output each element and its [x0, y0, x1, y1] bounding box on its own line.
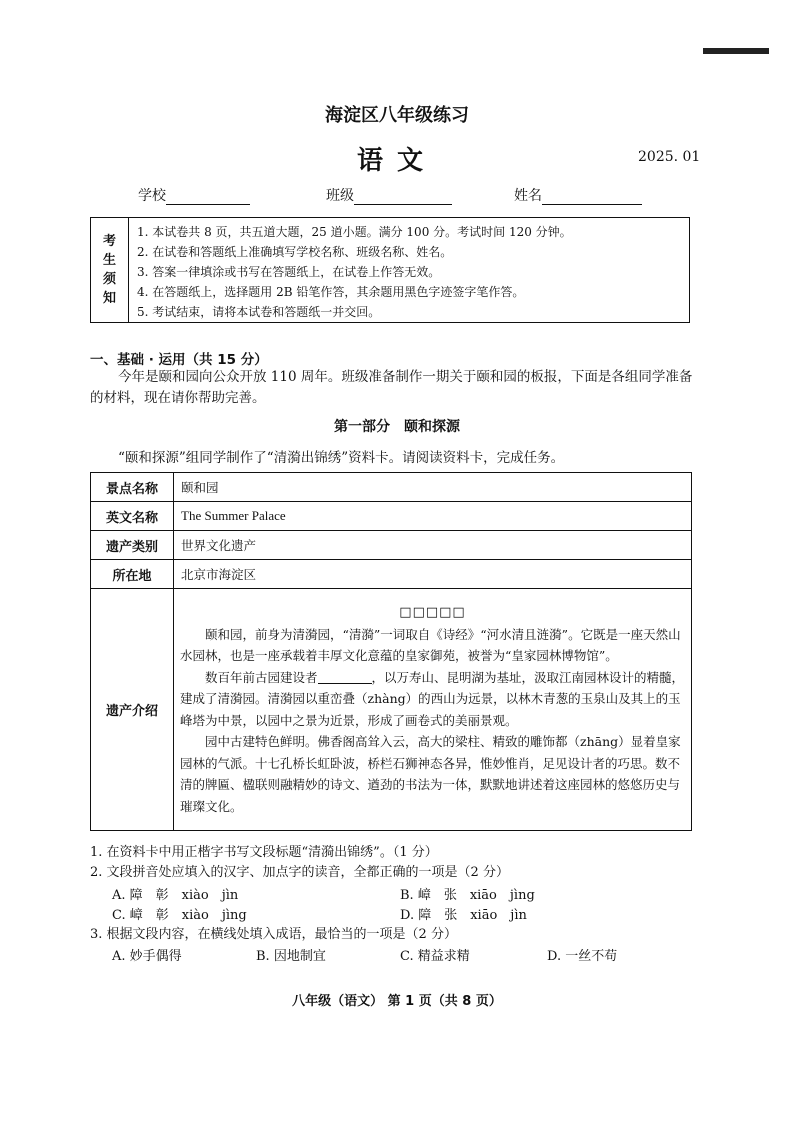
card-label: 英文名称 [91, 502, 174, 531]
school-blank[interactable] [166, 188, 250, 205]
intro-paragraph-3: 园中古建特色鲜明。佛香阁高耸入云，高大的梁柱、精致的雕饰都（zhāng）显着皇家园林的气派。十七孔桥长虹卧波，桥栏石狮神态各异，惟妙惟肖，足见设计者的巧思。数不清的牌匾、楹联则融精妙的诗文、遒劲的书法为一体，默默地讲述着这座园林的悠悠历史与璀璨文化。 [180, 734, 681, 814]
q3-option-d[interactable]: D. 一丝不苟 [547, 949, 618, 964]
task-instruction: “颐和探源”组同学制作了“清漪出锦绣”资料卡。请阅读资料卡，完成任务。 [118, 450, 565, 466]
page-title: 海淀区八年级练习 [325, 105, 469, 126]
school-field[interactable] [138, 185, 250, 205]
intro-paragraph-2: 数百年前古园建设者 ，以万寿山、昆明湖为基址，汲取江南园林设计的精髓，建成了清漪园。清漪园以重峦叠（zhàng）的西山为远景，以林木青葱的玉泉山及其上的玉峰塔为中景，以园中之景为近景，形成了画卷式的美丽景观。 [180, 669, 685, 728]
card-row [91, 560, 692, 589]
question-1: 1. 在资料卡中用正楷字书写文段标题“清漪出锦绣”。（1 分） [90, 845, 438, 860]
class-blank[interactable] [354, 188, 452, 205]
exam-notice-box [90, 217, 690, 323]
name-blank[interactable] [542, 188, 642, 205]
card-row [91, 502, 692, 531]
page-footer: 八年级（语文） 第 1 页（共 8 页） [292, 994, 502, 1009]
card-label: 遗产类别 [91, 531, 174, 560]
card-row [91, 473, 692, 502]
q2-option-a[interactable]: A. 障 彰 xiào jìn [112, 888, 239, 903]
intro-paragraph-1: 颐和园，前身为清漪园，“清漪”一词取自《诗经》“河水清且涟漪”。它既是一座天然山水园林，也是一座承载着丰厚文化意蕴的皇家御苑，被誉为“皇家园林博物馆”。 [180, 626, 681, 663]
name-label: 姓名 [514, 188, 542, 204]
exam-date: 2025. 01 [638, 149, 701, 165]
school-label: 学校 [138, 188, 166, 204]
class-label: 班级 [326, 188, 354, 204]
section-intro: 今年是颐和园向公众开放 110 周年。班级准备制作一期关于颐和园的板报，下面是各组同学准备的材料，现在请你帮助完善。 [90, 369, 693, 406]
card-value: The Summer Palace [174, 502, 692, 531]
card-value: 颐和园 [174, 473, 692, 502]
notice-item: 4. 在答题纸上，选择题用 2B 铅笔作答，其余题用黑色字迹签字笔作答。 [137, 285, 525, 299]
card-value: 北京市海淀区 [174, 560, 692, 589]
class-field[interactable] [326, 185, 452, 205]
idiom-blank[interactable] [318, 669, 372, 684]
card-value: 世界文化遗产 [174, 531, 692, 560]
notice-heading: 考 生 须 知 [91, 218, 129, 322]
notice-item: 5. 考试结束，请将本试卷和答题纸一并交回。 [137, 305, 381, 319]
question-2: 2. 文段拼音处应填入的汉字、加点字的读音，全都正确的一项是（2 分） [90, 865, 509, 880]
card-row [91, 531, 692, 560]
q3-option-b[interactable]: B. 因地制宜 [256, 949, 326, 964]
title-boxes[interactable]: □□□□□ [399, 605, 466, 620]
q3-option-a[interactable]: A. 妙手偶得 [112, 949, 182, 964]
card-label: 景点名称 [91, 473, 174, 502]
q2-option-b[interactable]: B. 嶂 张 xiāo jìng [400, 888, 535, 903]
part-title: 第一部分 颐和探源 [334, 419, 460, 435]
notice-item: 3. 答案一律填涂或书写在答题纸上，在试卷上作答无效。 [137, 265, 441, 279]
info-card-table [90, 472, 692, 831]
q3-option-c[interactable]: C. 精益求精 [400, 949, 470, 964]
q2-option-d[interactable]: D. 障 张 xiāo jìn [400, 908, 527, 923]
q2-option-c[interactable]: C. 嶂 彰 xiào jìng [112, 908, 247, 923]
corner-mark [703, 48, 769, 54]
notice-item: 1. 本试卷共 8 页，共五道大题，25 道小题。满分 100 分。考试时间 120 分钟。 [137, 225, 572, 239]
section-heading: 一、基础 · 运用（共 15 分） [90, 352, 268, 368]
notice-list [137, 222, 572, 322]
name-field[interactable] [514, 185, 642, 205]
card-row-intro [91, 589, 692, 831]
notice-item: 2. 在试卷和答题纸上准确填写学校名称、班级名称、姓名。 [137, 245, 453, 259]
card-label: 所在地 [91, 560, 174, 589]
subject-title: 语文 [356, 146, 437, 176]
question-3: 3. 根据文段内容，在横线处填入成语，最恰当的一项是（2 分） [90, 927, 457, 942]
heritage-intro-text [174, 589, 692, 831]
card-label: 遗产介绍 [91, 589, 174, 831]
